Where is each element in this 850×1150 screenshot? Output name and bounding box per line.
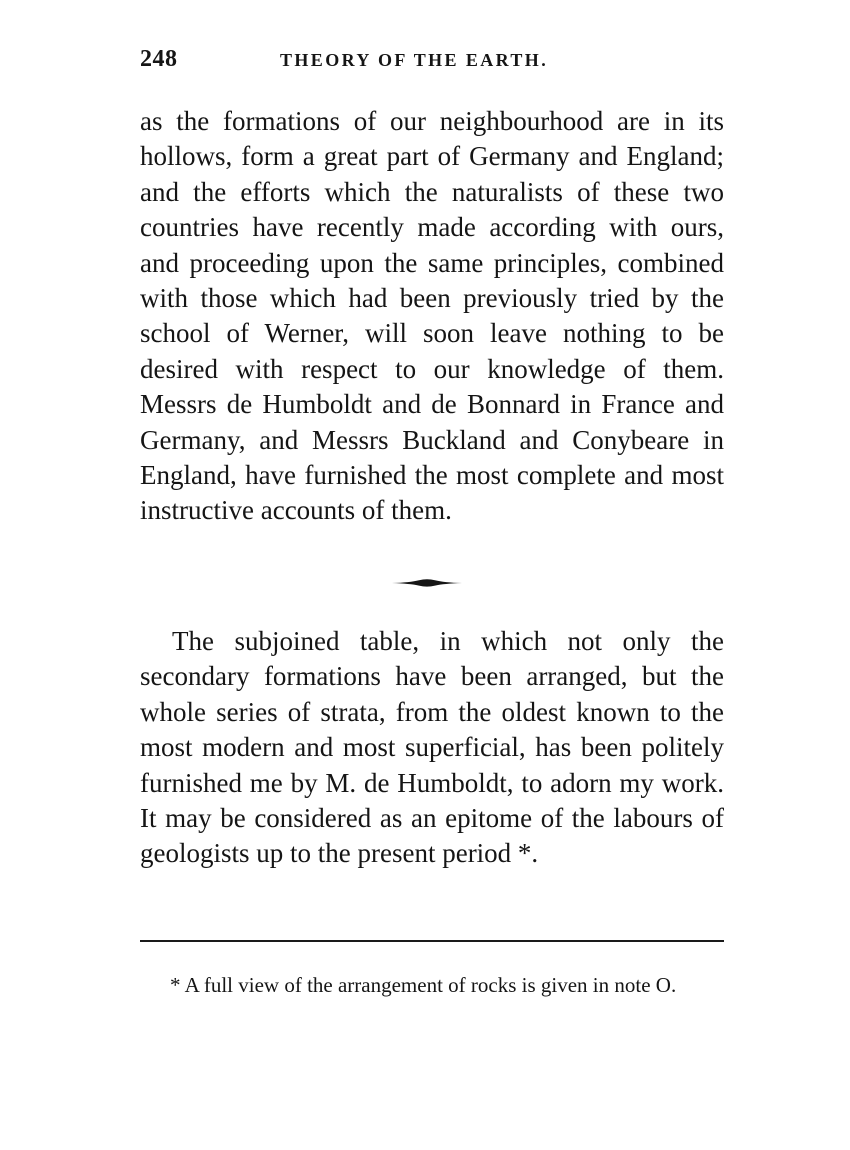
footnote-text: A full view of the arrangement of rocks is given in note O. [184,973,677,997]
page-number: 248 [140,46,178,72]
body-paragraph-1: as the formations of our neighbourhood are in its hollows, form a great part of Germany and England; and the efforts which the naturalists of these two countries have recently made according with ours, and proceeding upon the same principles, combined with those which had been previously tried by the school of Werner, will soon leave nothing to be desired with respect to our knowledge of them. Messrs de Humboldt and de Bonnard in France and Germany, and Messrs Buckland and Conybeare in England, have furnished the most complete and most instructive accounts of them. [140,106,724,526]
running-title: THEORY OF THE EARTH. [280,50,549,70]
footnote [140,968,724,1002]
footnote-marker: * [170,973,181,997]
section-divider-ornament [392,576,462,590]
footnote-separator-rule [140,940,724,942]
body-paragraph-2: The subjoined table, in which not only the secondary formations have been arranged, but the whole series of strata, from the oldest known to the most modern and most superficial, has been politely furnished me by M. de Humboldt, to adorn my work. It may be considered as an epitome of the labours of geologists up to the present period *. [140,626,724,869]
page-header [140,46,724,78]
